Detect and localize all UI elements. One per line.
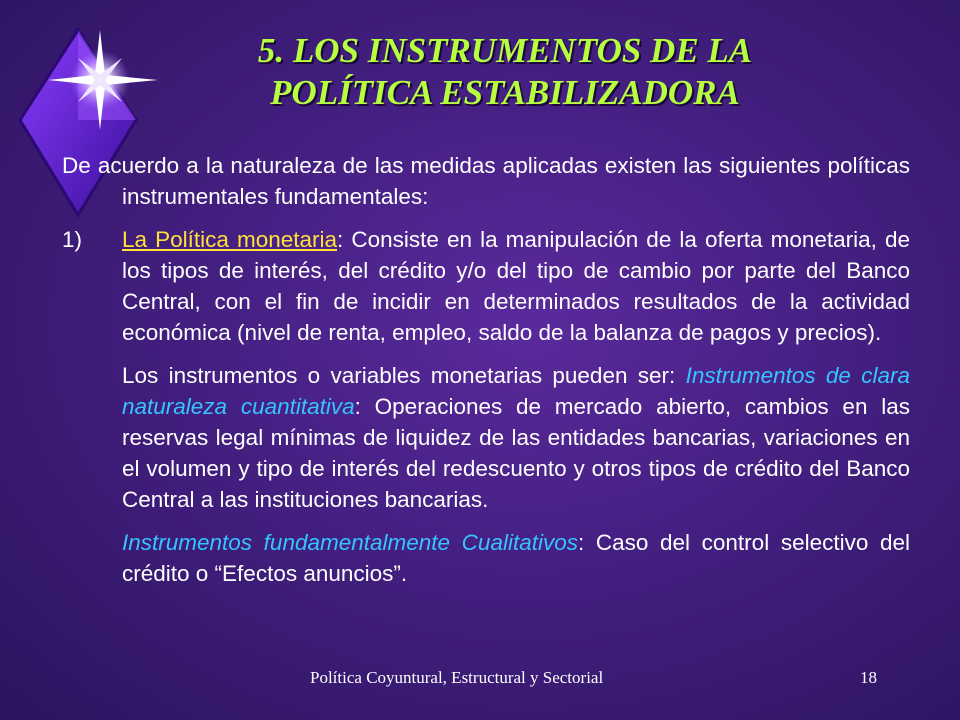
slide-title — [160, 30, 850, 114]
qualitative-instruments-paragraph — [62, 527, 910, 589]
page-number: 18 — [860, 668, 877, 687]
qualitative-instruments-term: Instrumentos fundamentalmente Cualitativos — [122, 530, 578, 555]
slide-title-line-2: POLÍTICA ESTABILIZADORA — [270, 73, 740, 112]
intro-paragraph: De acuerdo a la naturaleza de las medidas aplicadas existen las siguientes políticas instrumentales fundamentales: — [62, 153, 910, 209]
quantitative-instruments-text: : Operaciones de mercado abierto, cambios en las reservas legal mínimas de liquidez de las entidades bancarias, variaciones en el volumen y tipo de interés del redescuento y otros tipos de crédito del Banco Central a las instituciones bancarias. — [122, 394, 910, 512]
slide-body — [62, 150, 910, 589]
list-item-number: 1) — [62, 227, 83, 252]
quantitative-instruments-paragraph — [62, 360, 910, 515]
slide-title-line-1: 5. LOS INSTRUMENTOS DE LA — [257, 31, 753, 70]
qualitative-instruments-text: : Caso del control selectivo del crédito o “Efectos anuncios”. — [122, 530, 911, 586]
quantitative-lead-text: Los instrumentos o variables monetarias pueden ser: — [122, 363, 686, 388]
footer-text: Política Coyuntural, Estructural y Sectorial — [310, 668, 604, 687]
monetary-policy-colon: : — [337, 227, 344, 252]
monetary-policy-term: La Política monetaria — [122, 227, 338, 252]
quantitative-instruments-term: Instrumentos de clara naturaleza cuantitativa — [122, 363, 910, 419]
list-item-monetary-policy — [62, 224, 910, 348]
monetary-policy-text: Consiste en la manipulación de la oferta monetaria, de los tipos de interés, del crédito y/o del tipo de cambio por parte del Banco Central, con el fin de incidir en determinados resultados de la actividad económica (nivel de renta, empleo, saldo de la balanza de pagos y precios). — [122, 227, 910, 345]
